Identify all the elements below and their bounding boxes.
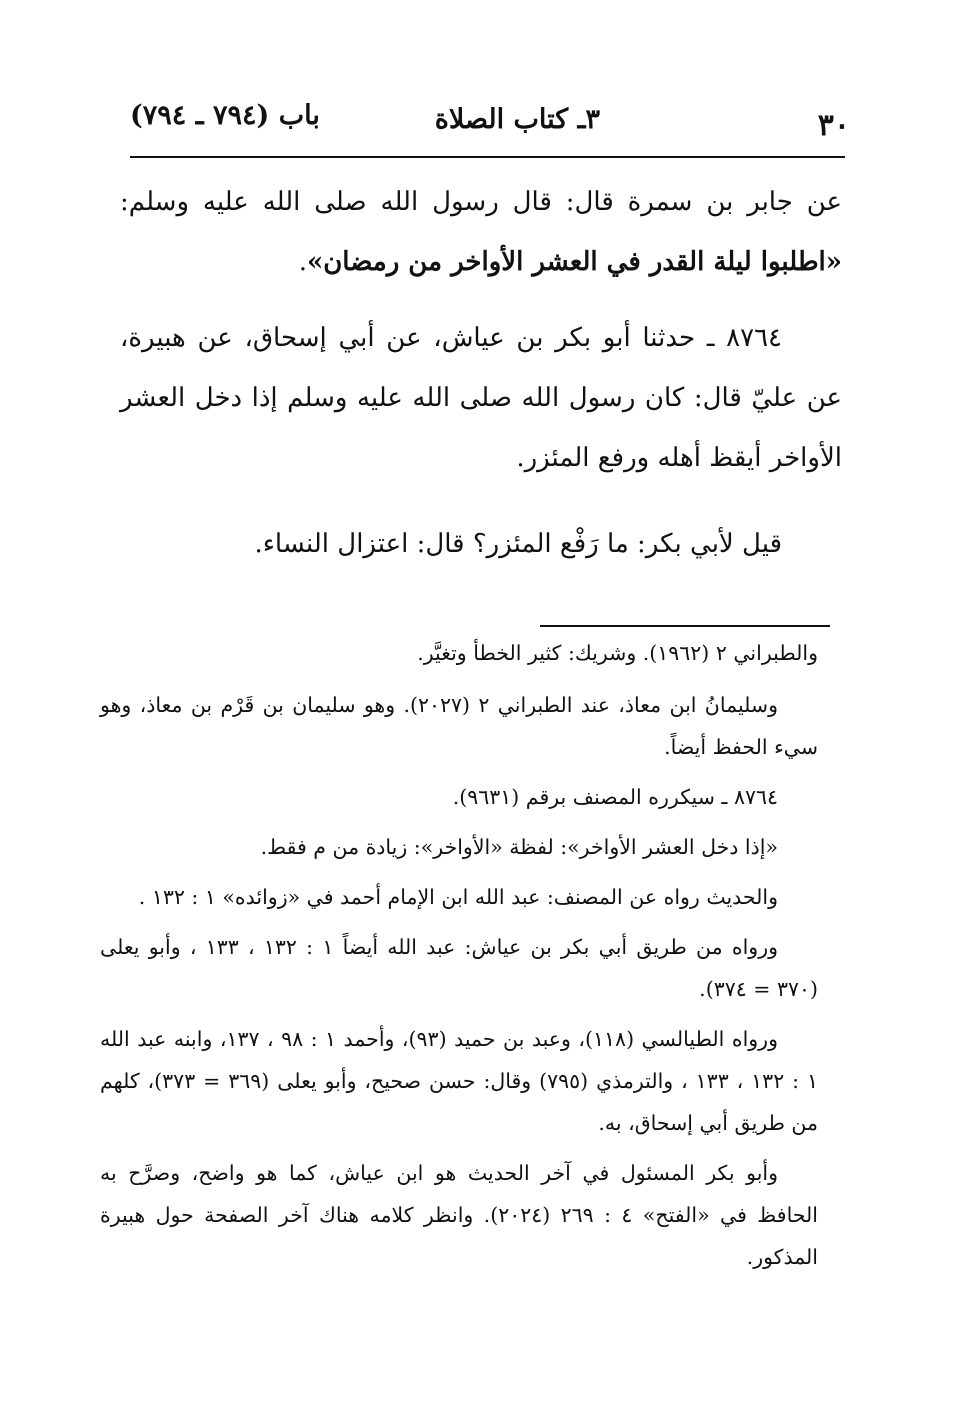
- footnote-line: وأبو بكر المسئول في آخر الحديث هو ابن عياش، كما هو واضح، وصرَّح به الحافظ في «الفتح» ٤ : ٢٦٩ (٢٠٢٤). وانظر كلامه هناك آخر الصفحة حول هبيرة المذكور.: [100, 1161, 818, 1269]
- footnote-line: وسليمانُ ابن معاذ، عند الطبراني ٢ (٢٠٢٧). وهو سليمان بن قَرْم بن معاذ، وهو سيء الحفظ أيضاً.: [100, 693, 818, 759]
- hadith-end: .: [298, 247, 307, 277]
- hadith-quote: «اطلبوا ليلة القدر في العشر الأواخر من رمضان»: [306, 247, 842, 277]
- footnote-divider: [540, 625, 830, 627]
- running-header: [130, 100, 850, 144]
- footnote-line: ورواه من طريق أبي بكر بن عياش: عبد الله أيضاً ١ : ١٣٢ ، ١٣٣ ، وأبو يعلى (٣٧٠ = ٣٧٤).: [100, 935, 818, 1001]
- hadith-continuation: [120, 172, 842, 292]
- footnote-line: «إذا دخل العشر الأواخر»: لفظة «الأواخر»: زيادة من م فقط.: [260, 835, 778, 859]
- hadith-text: عن جابر بن سمرة قال: قال رسول الله صلى الله عليه وسلم:: [120, 187, 842, 217]
- page-number: ٣٠: [817, 108, 850, 143]
- header-divider: [130, 156, 845, 158]
- hadith-question: قيل لأبي بكر: ما رَفْع المئزر؟ قال: اعتزال النساء.: [254, 529, 782, 559]
- footnote-line: ٨٧٦٤ ـ سيكرره المصنف برقم (٩٦٣١).: [452, 785, 778, 809]
- footnote-line: والطبراني ٢ (١٩٦٢). وشريك: كثير الخطأ وتغيَّر.: [417, 641, 818, 665]
- footnote-line: والحديث رواه عن المصنف: عبد الله ابن الإمام أحمد في «زوائده» ١ : ١٣٢ .: [138, 885, 778, 909]
- footnotes: [100, 632, 818, 1286]
- main-text: [120, 172, 842, 574]
- hadith-8764: ٨٧٦٤ ـ حدثنا أبو بكر بن عياش، عن أبي إسحاق، عن هبيرة، عن عليّ قال: كان رسول الله صلى الله عليه وسلم إذا دخل العشر الأواخر أيقظ أهله ورفع المئزر.: [120, 323, 842, 473]
- footnote-line: ورواه الطيالسي (١١٨)، وعبد بن حميد (٩٣)، وأحمد ١ : ٩٨ ، ١٣٧، وابنه عبد الله ١ : ١٣٢ ، ١٣٣ ، والترمذي (٧٩٥) وقال: حسن صحيح، وأبو يعلى (٣٦٩ = ٣٧٣)، كلهم من طريق أبي إسحاق، به.: [100, 1027, 818, 1135]
- book-title: ٣ـ كتاب الصلاة: [434, 104, 600, 135]
- chapter-range: باب (٧٩٤ ـ ٧٩٤): [130, 100, 320, 131]
